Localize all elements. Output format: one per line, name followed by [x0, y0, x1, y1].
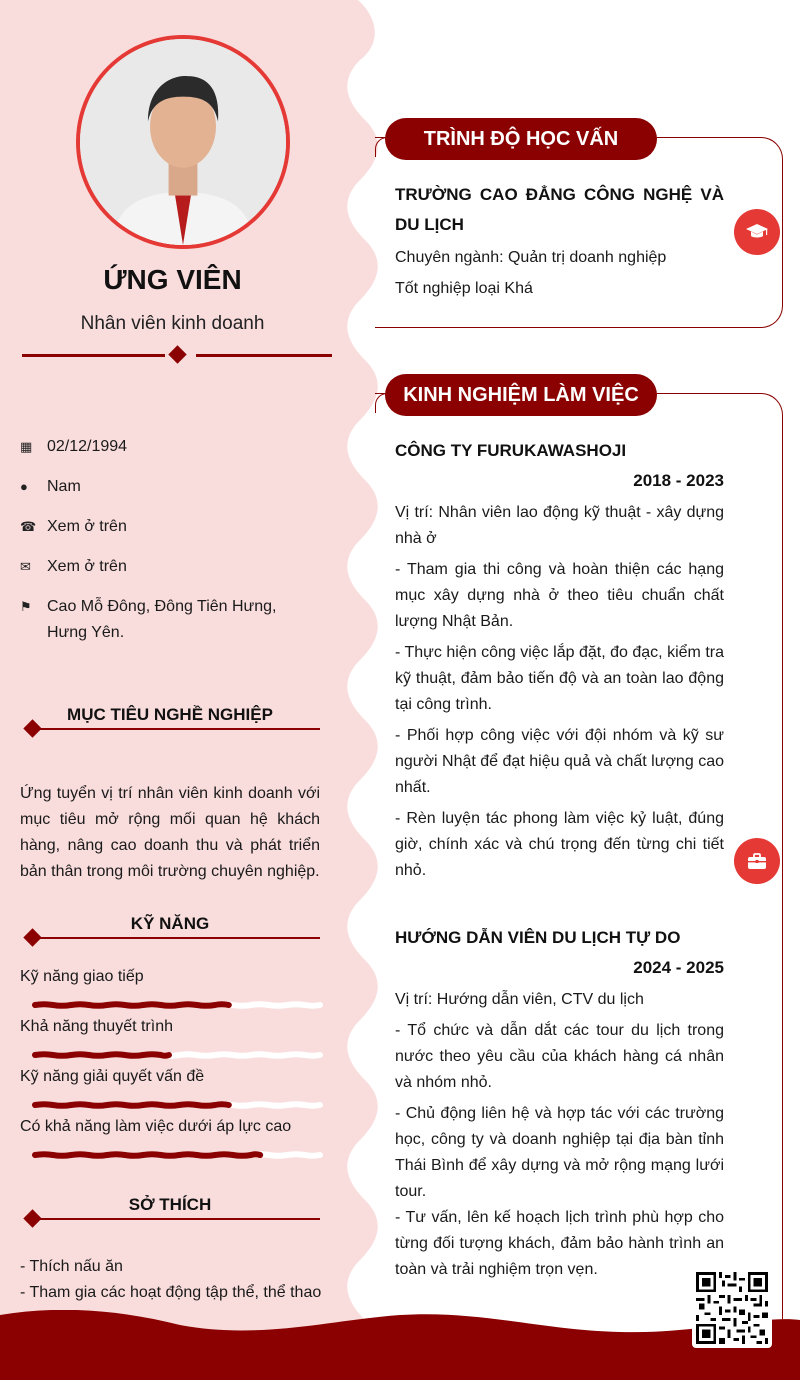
qr-code-icon — [696, 1272, 768, 1344]
birthday-value: 02/12/1994 — [47, 438, 128, 455]
job-duty: - Chủ động liên hệ và hợp tác với các trường học, công ty và doanh nghiệp tại địa bàn tỉnh Thái Bình để xây dựng và mở rộng mạng lưới tour. — [395, 1105, 724, 1200]
skill-bar — [35, 1149, 320, 1161]
email-row — [20, 554, 320, 580]
map-marker-icon: ⚑ — [20, 599, 32, 614]
gender-row — [20, 474, 320, 500]
skill-bar-fill — [35, 1104, 229, 1106]
objective-title: MỤC TIÊU NGHỀ NGHIỆP — [67, 705, 273, 724]
phone-value: Xem ở trên — [47, 518, 127, 535]
hobbies-title: SỞ THÍCH — [128, 1195, 212, 1214]
job-position: Vị trí: Nhân viên lao động kỹ thuật - xây dựng nhà ở — [395, 504, 724, 547]
qr-code — [692, 1268, 772, 1348]
education-heading: TRÌNH ĐỘ HỌC VẤN — [385, 118, 657, 160]
skill-label: Khả năng thuyết trình — [20, 1018, 173, 1035]
major: Chuyên ngành: Quản trị doanh nghiệp — [395, 249, 667, 266]
company-name: HƯỚNG DẪN VIÊN DU LỊCH TỰ DO — [395, 928, 681, 947]
job-title: Nhân viên kinh doanh — [80, 313, 265, 334]
envelope-icon: ✉ — [20, 559, 31, 574]
avatar — [76, 35, 290, 249]
objective-text: Ứng tuyển vị trí nhân viên kinh doanh với mục tiêu mở rộng mối quan hệ khách hàng, nâng cao doanh thu và phát triển bản thân trong môi trường chuyên nghiệp. — [20, 785, 320, 880]
calendar-icon: ▦ — [20, 439, 33, 454]
skill-label: Có khả năng làm việc dưới áp lực cao — [20, 1118, 292, 1135]
company-name: CÔNG TY FURUKAWASHOJI — [395, 441, 627, 460]
job-period: 2018 - 2023 — [633, 471, 724, 490]
address-row — [20, 594, 320, 646]
job-duty: - Thực hiện công việc lắp đặt, đo đạc, kiểm tra kỹ thuật, đảm bảo tiến độ và an toàn lao động tại công trình. — [395, 644, 724, 713]
job-duty: - Phối hợp công việc với đội nhóm và kỹ sư người Nhật để đạt hiệu quả và chất lượng cao nhất. — [395, 727, 724, 796]
skills-title: KỸ NĂNG — [130, 914, 210, 933]
user-icon: ● — [20, 479, 28, 494]
candidate-name: ỨNG VIÊN — [103, 264, 242, 295]
job-duty: - Tham gia thi công và hoàn thiện các hạng mục xây dựng nhà ở theo tiêu chuẩn chất lượng Nhật Bản. — [395, 561, 724, 630]
email-value: Xem ở trên — [47, 558, 127, 575]
job-period: 2024 - 2025 — [633, 958, 724, 977]
phone-row — [20, 514, 320, 540]
skill-bar — [35, 999, 320, 1011]
job-duty: - Rèn luyện tác phong làm việc kỷ luật, đúng giờ, chính xác và chú trọng đến từng chi tiết nhỏ. — [395, 810, 724, 879]
address-value: Cao Mỗ Đông, Đông Tiên Hưng, Hưng Yên. — [47, 598, 277, 641]
objective-heading — [20, 705, 320, 735]
skills-heading — [20, 914, 320, 944]
school-name: TRƯỜNG CAO ĐẲNG CÔNG NGHỆ VÀ DU LỊCH — [395, 185, 724, 234]
person-portrait-icon — [80, 39, 286, 245]
skill-bar — [35, 1049, 320, 1061]
job-duty: - Tư vấn, lên kế hoạch lịch trình phù hợp cho từng đối tượng khách, đảm bảo hành trình an toàn và trải nghiệm trọn vẹn. — [395, 1209, 724, 1278]
skill-label: Kỹ năng giao tiếp — [20, 968, 144, 985]
skill-bar-fill — [35, 1154, 260, 1156]
hobby-item: - Tham gia các hoạt động tập thể, thể thao — [20, 1284, 322, 1301]
briefcase-icon — [734, 838, 780, 884]
gender-value: Nam — [47, 478, 81, 495]
job-duty: - Tổ chức và dẫn dắt các tour du lịch trong nước theo yêu cầu của khách hàng cá nhân và nhóm nhỏ. — [395, 1022, 724, 1091]
hobbies-heading — [20, 1195, 320, 1225]
experience-heading: KINH NGHIỆM LÀM VIỆC — [385, 374, 657, 416]
graduation-cap-icon — [734, 209, 780, 255]
skill-bar-fill — [35, 1004, 229, 1006]
name-divider — [22, 345, 332, 365]
hobby-item: - Thích nấu ăn — [20, 1258, 123, 1275]
job-position: Vị trí: Hướng dẫn viên, CTV du lịch — [395, 991, 644, 1008]
grade: Tốt nghiệp loại Khá — [395, 280, 533, 297]
skill-bar — [35, 1099, 320, 1111]
phone-icon: ☎ — [20, 519, 37, 534]
skill-bar-fill — [35, 1054, 169, 1056]
birthday-row — [20, 434, 320, 460]
skill-label: Kỹ năng giải quyết vấn đề — [20, 1068, 205, 1085]
